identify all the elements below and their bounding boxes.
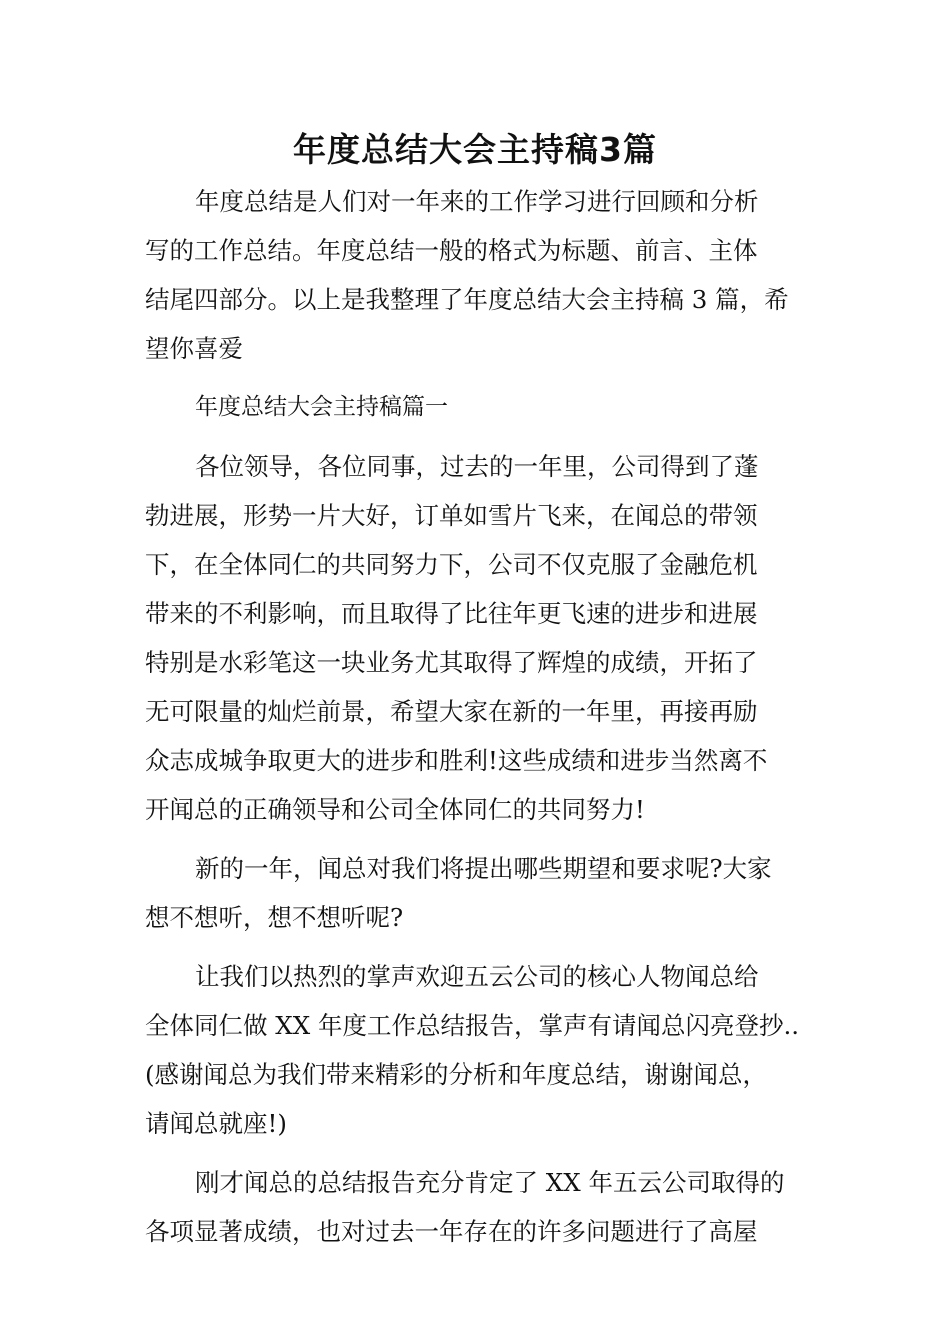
section-heading xyxy=(145,383,809,432)
paragraph-line: (感谢闻总为我们带来精彩的分析和年度总结，谢谢闻总， xyxy=(145,1060,768,1089)
paragraph-line: 结尾四部分。以上是我整理了年度总结大会主持稿 3 篇，希 xyxy=(145,285,789,314)
paragraph-line: 无可限量的灿烂前景，希望大家在新的一年里，再接再励 xyxy=(145,697,758,726)
paragraph-line: 开闻总的正确领导和公司全体同仁的共同努力! xyxy=(145,795,645,824)
paragraph-line: 望你喜爱 xyxy=(145,334,243,363)
speech-paragraph-3 xyxy=(145,952,809,1148)
paragraph-line: 带来的不利影响，而且取得了比往年更飞速的进步和进展 xyxy=(145,599,758,628)
paragraph-line: 各项显著成绩，也对过去一年存在的许多问题进行了高屋 xyxy=(145,1217,758,1246)
paragraph-line: 特别是水彩笔这一块业务尤其取得了辉煌的成绩，开拓了 xyxy=(145,648,758,677)
paragraph-line: 众志成城争取更大的进步和胜利!这些成绩和进步当然离不 xyxy=(145,746,768,775)
paragraph-line: 请闻总就座!) xyxy=(145,1109,287,1138)
paragraph-line: 年度总结是人们对一年来的工作学习进行回顾和分析 xyxy=(195,187,759,216)
paragraph-line: 刚才闻总的总结报告充分肯定了 XX 年五云公司取得的 xyxy=(195,1168,785,1197)
speech-paragraph-1 xyxy=(145,442,809,834)
paragraph-line: 新的一年，闻总对我们将提出哪些期望和要求呢?大家 xyxy=(195,854,772,883)
paragraph-line: 各位领导，各位同事，过去的一年里，公司得到了蓬 xyxy=(195,452,759,481)
intro-paragraph xyxy=(145,177,809,373)
paragraph-line: 勃进展，形势一片大好，订单如雪片飞来，在闻总的带领 xyxy=(145,501,758,530)
speech-paragraph-2 xyxy=(145,844,809,942)
paragraph-line: 想不想听，想不想听呢? xyxy=(145,903,404,932)
paragraph-line: 让我们以热烈的掌声欢迎五云公司的核心人物闻总给 xyxy=(195,962,759,991)
section-heading-text: 年度总结大会主持稿篇一 xyxy=(195,394,448,420)
document-body xyxy=(145,177,809,1266)
paragraph-line: 写的工作总结。年度总结一般的格式为标题、前言、主体 xyxy=(145,236,758,265)
document-title: 年度总结大会主持稿3篇 xyxy=(293,130,657,169)
paragraph-line: 下，在全体同仁的共同努力下，公司不仅克服了金融危机 xyxy=(145,550,758,579)
paragraph-line: 全体同仁做 XX 年度工作总结报告，掌声有请闻总闪亮登抄.. xyxy=(145,1011,800,1040)
speech-paragraph-4 xyxy=(145,1158,809,1256)
